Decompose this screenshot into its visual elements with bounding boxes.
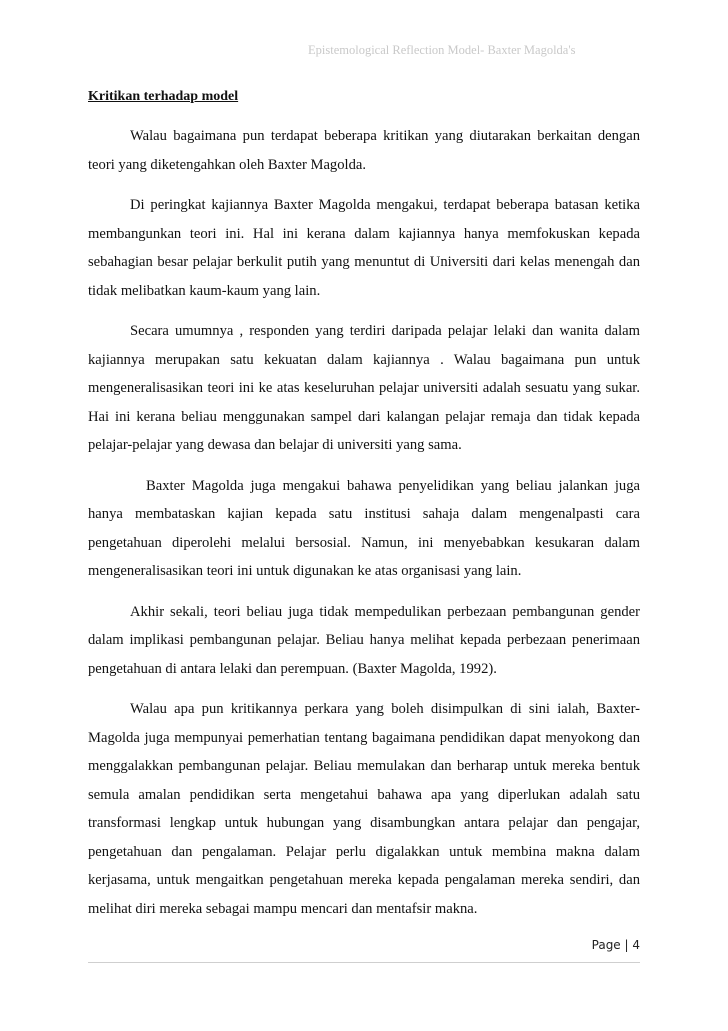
footer-divider [88, 962, 640, 963]
paragraph: Walau apa pun kritikannya perkara yang boleh disimpulkan di sini ialah, Baxter-Magolda juga mempunyai pemerhatian tentang bagaimana pendidikan dapat menyokong dan menggalakkan pembangunan pelajar. Beliau memulakan dan berharap untuk mereka bentuk semula amalan pendidikan serta mengetahui bahawa apa yang diperlukan adalah satu transformasi lengkap untuk hubungan yang disambungkan antara pelajar dan pengajar, pengetahuan dan pengalaman. Pelajar perlu digalakkan untuk membina makna dalam kerjasama, untuk mengaitkan pengetahuan mereka kepada pengalaman mereka sendiri, dan melihat diri mereka sebagai mampu mencari dan mentafsir makna. [88, 701, 640, 917]
paragraph: Walau bagaimana pun terdapat beberapa kritikan yang diutarakan berkaitan dengan teori yang diketengahkan oleh Baxter Magolda. [88, 128, 640, 173]
paragraph: Baxter Magolda juga mengakui bahawa penyelidikan yang beliau jalankan juga hanya membataskan kajian kepada satu institusi sahaja dalam mengenalpasti cara pengetahuan diperolehi melalui bersosial. Namun, ini menyebabkan kesukaran dalam mengeneralisasikan teori ini untuk digunakan ke atas organisasi yang lain. [88, 477, 640, 579]
section-title: Kritikan terhadap model [88, 89, 239, 104]
body-text [88, 122, 640, 935]
paragraph: Di peringkat kajiannya Baxter Magolda mengakui, terdapat beberapa batasan ketika membangunkan teori ini. Hal ini kerana dalam kajiannya hanya memfokuskan kepada sebahagian besar pelajar berkulit putih yang menuntut di Universiti dari kelas menengah dan tidak melibatkan kaum-kaum yang lain. [88, 197, 640, 299]
paragraph: Akhir sekali, teori beliau juga tidak mempedulikan perbezaan pembangunan gender dalam implikasi pembangunan pelajar. Beliau hanya melihat kepada perbezaan penerimaan pengetahuan di antara lelaki dan perempuan. (Baxter Magolda, 1992). [88, 603, 640, 677]
page-number: Page | 4 [591, 938, 640, 952]
paragraph: Secara umumnya , responden yang terdiri daripada pelajar lelaki dan wanita dalam kajiannya merupakan satu kekuatan dalam kajiannya . Walau bagaimana pun untuk mengeneralisasikan teori ini ke atas keseluruhan pelajar universiti adalah sesuatu yang sukar. Hai ini kerana beliau menggunakan sampel dari kalangan pelajar remaja dan tidak kepada pelajar-pelajar yang dewasa dan belajar di universiti yang sama. [88, 323, 640, 453]
running-header: Epistemological Reflection Model- Baxter Magolda's [308, 43, 576, 57]
